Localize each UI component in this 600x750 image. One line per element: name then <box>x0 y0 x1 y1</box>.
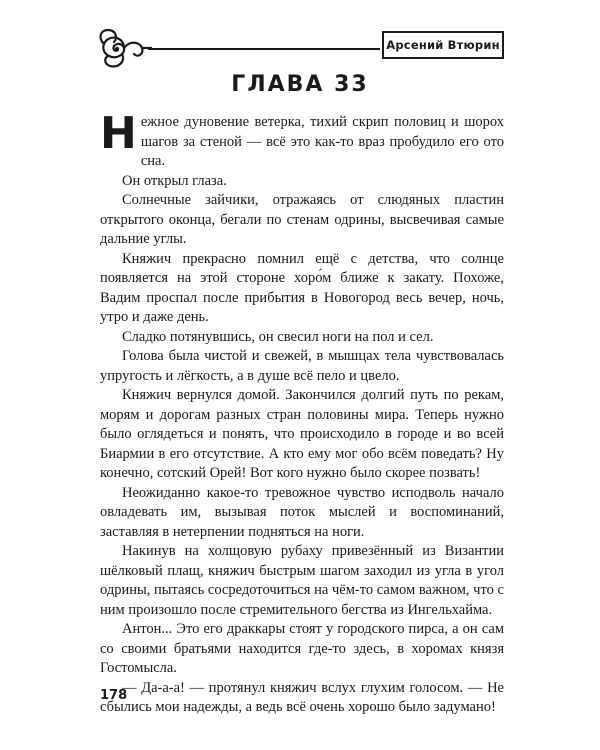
drop-cap: Н <box>100 108 137 159</box>
author-name: Арсений Втюрин <box>382 31 504 59</box>
paragraph: Неожиданно какое-то тревожное чувство исподволь начало овладевать им, вызывая поток мыслей и воспоминаний, заставляя в нетерпении подняться на ноги. <box>100 484 504 540</box>
paragraph: Он открыл глаза. <box>122 172 227 189</box>
chapter-title: ГЛАВА 33 <box>231 72 369 97</box>
paragraph: Антон... Это его драккары стоят у городского пирса, а он сам со своими братьями находится где-то здесь, в хоромах князя Гостомысла. <box>100 621 504 676</box>
page-number: 178 <box>100 688 128 703</box>
paragraph: — Да-а-а! — протянул княжич вслух глухим голосом. — Не сбылись мои надежды, а ведь всё очень хорошо было задумано! <box>100 679 504 715</box>
header-rule <box>148 48 380 50</box>
paragraph: Солнечные зайчики, отражаясь от слюдяных пластин открытого оконца, бегали по стенам одрины, высвечивая самые дальние углы. <box>100 192 504 247</box>
celtic-knot-ornament-icon <box>96 26 152 70</box>
body-text <box>100 108 504 718</box>
first-paragraph-text: ежное дуновение ветерка, тихий скрип половиц и шорох шагов за стеной — всё это как-то враз пробудило его ото сна. <box>140 114 504 169</box>
paragraph: Княжич прекрасно помнил ещё с детства, что солнце появляется на этой стороне хоро́м ближе к закату. Похоже, Вадим проспал после прибытия в Новогород весь вечер, ночь, утро и даже день. <box>100 250 504 325</box>
first-paragraph <box>100 108 504 172</box>
running-header <box>96 26 504 70</box>
paragraph: Сладко потянувшись, он свесил ноги на пол и сел. <box>122 328 434 345</box>
paragraph: Голова была чистой и свежей, в мышцах тела чувствовалась упругость и лёгкость, а в душе всё пело и цвело. <box>100 348 504 384</box>
paragraph: Накинув на холщовую рубаху привезённый из Византии шёлковый плащ, княжич быстрым шагом заходил из угла в угол одрины, пытаясь сосредоточиться на чём-то самом важном, что с ним произошло после стремительного бегства из Ингельхайма. <box>100 543 504 618</box>
paragraph: Княжич вернулся домой. Закончился долгий путь по рекам, морям и дорогам разных стран половины мира. Теперь нужно было оглядеться и понять, что происходило в городе и во всей Биармии в его отсутствие. А кто ему мог обо всём поведать? Ну конечно, сотский Орей! Вот кого нужно было скорее позвать! <box>100 387 504 481</box>
